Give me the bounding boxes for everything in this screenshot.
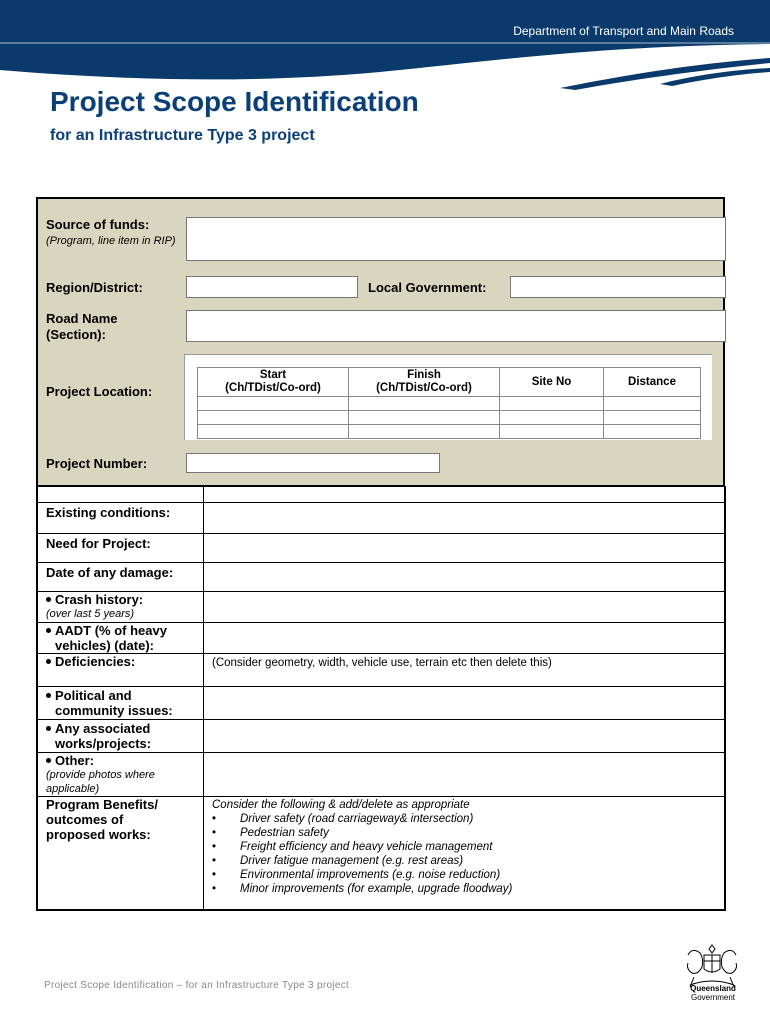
need-for-project-field[interactable] [204, 534, 725, 563]
region-district-label: Region/District: [46, 280, 143, 295]
source-of-funds-field[interactable] [186, 217, 726, 261]
deficiencies-field[interactable] [204, 654, 725, 687]
local-government-label: Local Government: [368, 280, 487, 295]
region-district-field[interactable] [186, 276, 358, 298]
list-item: • Environmental improvements (e.g. noise reduction) [240, 868, 724, 882]
table-row [198, 425, 701, 439]
political-label: Political and [46, 688, 203, 703]
benefits-label: Program Benefits/ [46, 797, 158, 812]
list-item: • Driver fatigue management (e.g. rest areas) [240, 854, 724, 868]
page-title: Project Scope Identification [50, 86, 419, 117]
political-field[interactable] [204, 687, 725, 720]
column-distance: Distance [604, 368, 701, 397]
column-site-no: Site No [500, 368, 604, 397]
need-for-project-label: Need for Project: [46, 536, 151, 551]
source-of-funds-label: Source of funds: [46, 217, 150, 232]
table-row: AADT (% of heavy vehicles) (date): [38, 623, 724, 654]
queensland-government-logo: Queensland Government [690, 984, 736, 1002]
bullet-icon [46, 659, 51, 664]
deficiencies-note: (Consider geometry, width, vehicle use, terrain etc then delete this) [212, 657, 552, 669]
column-start: Start (Ch/TDist/Co-ord) [198, 368, 349, 397]
road-name-label: Road Name (Section): [46, 311, 118, 342]
date-of-damage-field[interactable] [204, 563, 725, 592]
other-label: Other: [46, 753, 203, 768]
table-row [38, 654, 724, 687]
date-of-damage-label: Date of any damage: [46, 565, 174, 580]
table-row [198, 397, 701, 411]
table-row [38, 487, 724, 503]
table-row [38, 534, 724, 563]
table-row [198, 411, 701, 425]
bullet-icon [46, 758, 51, 763]
page-subtitle: for an Infrastructure Type 3 project [50, 127, 315, 144]
aadt-label: AADT (% of heavy [46, 623, 203, 638]
table-row: Any associated works/projects: [38, 720, 724, 753]
table-row [38, 563, 724, 592]
table-row: Political and community issues: [38, 687, 724, 720]
existing-conditions-label: Existing conditions: [46, 505, 171, 520]
deficiencies-label: Deficiencies: [46, 654, 203, 669]
bullet-icon [46, 597, 51, 602]
benefits-list [204, 812, 724, 896]
other-field[interactable] [204, 753, 725, 797]
bullet-icon [46, 693, 51, 698]
list-item: • Driver safety (road carriageway& intersection) [240, 812, 724, 826]
column-finish: Finish (Ch/TDist/Co-ord) [349, 368, 500, 397]
table-row [38, 503, 724, 534]
benefits-field[interactable] [204, 797, 725, 911]
project-number-label: Project Number: [46, 456, 148, 471]
header-band [0, 0, 770, 90]
bullet-icon [46, 628, 51, 633]
associated-works-label: Any associated [46, 721, 203, 736]
source-of-funds-hint: (Program, line item in RIP) [46, 235, 176, 247]
project-location-panel [184, 354, 712, 440]
benefits-intro: Consider the following & add/delete as appropriate [212, 799, 470, 811]
road-name-field[interactable] [186, 310, 726, 342]
crash-history-label: Crash history: [46, 592, 203, 607]
bullet-icon [46, 726, 51, 731]
aadt-field[interactable] [204, 623, 725, 654]
project-location-label: Project Location: [46, 384, 153, 399]
table-row [38, 753, 724, 797]
list-item: • Pedestrian safety [240, 826, 724, 840]
existing-conditions-field[interactable] [204, 503, 725, 534]
local-government-field[interactable] [510, 276, 726, 298]
list-item: • Freight efficiency and heavy vehicle management [240, 840, 724, 854]
project-needs-table [36, 486, 726, 911]
associated-works-field[interactable] [204, 720, 725, 753]
crash-history-hint: (over last 5 years) [46, 608, 135, 620]
department-name: Department of Transport and Main Roads [513, 24, 734, 38]
crash-history-field[interactable] [204, 592, 725, 623]
footer-text: Project Scope Identification – for an Infrastructure Type 3 project [44, 980, 350, 991]
project-details-panel [36, 197, 725, 487]
table-row: Program Benefits/ outcomes of proposed works: Consider the following & add/delete as appropriate • Driver safety (road carriageway& intersection) • Pedestrian safety • Freight efficiency and heavy vehicle management • Driver fatigue management (e.g. rest areas) • Environmental improvements (e.g. noise reduction) • Minor improvements (for example, upgrade floodway) [38, 797, 724, 911]
project-location-table [197, 367, 701, 439]
project-number-field[interactable] [186, 453, 440, 473]
table-row [38, 592, 724, 623]
other-hint: (provide photos where applicable) [46, 769, 155, 795]
list-item: • Minor improvements (for example, upgrade floodway) [240, 882, 724, 896]
